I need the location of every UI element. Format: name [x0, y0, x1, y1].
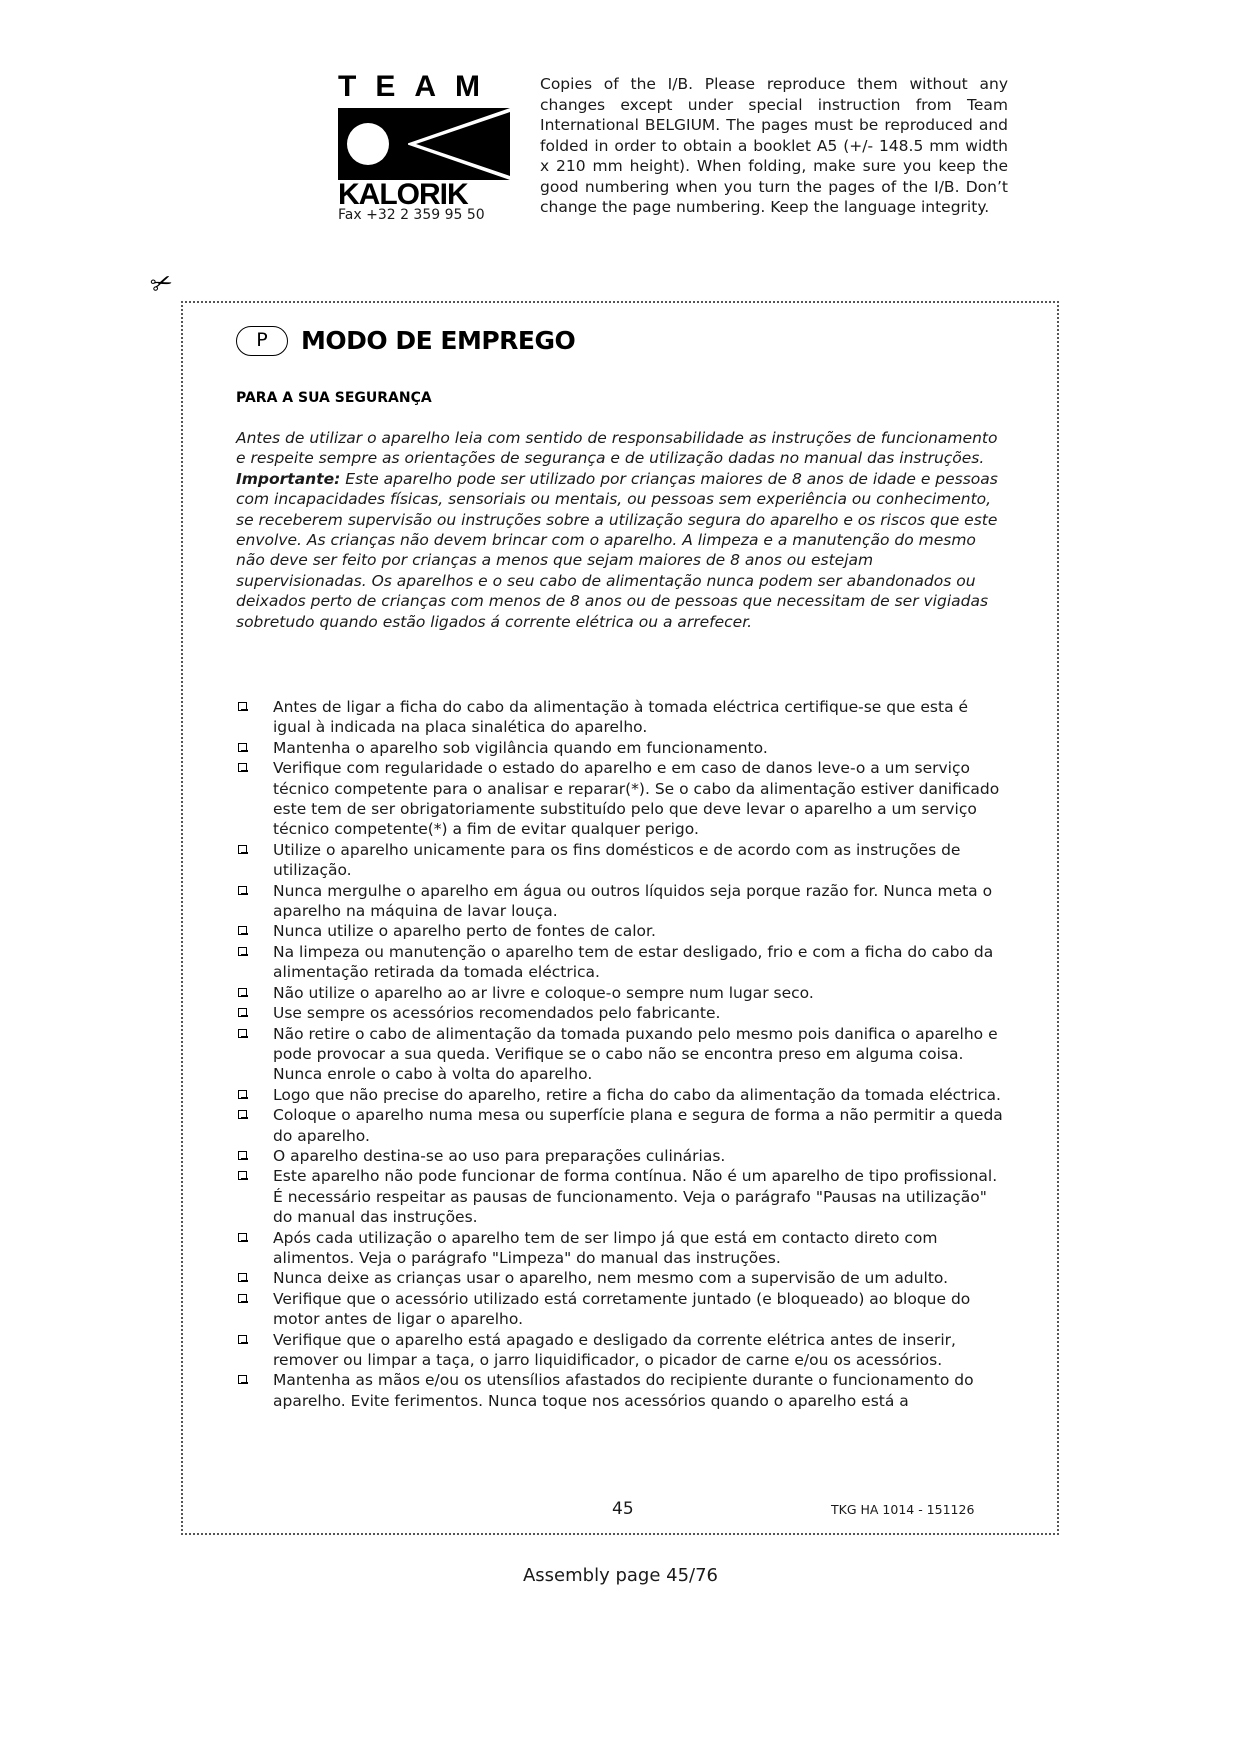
list-item	[236, 942, 1010, 983]
list-item-text: Use sempre os acessórios recomendados pelo fabricante.	[273, 1004, 721, 1023]
list-item	[236, 921, 1010, 941]
important-label: Importante:	[236, 469, 341, 488]
list-item-text: Nunca utilize o aparelho perto de fontes de calor.	[273, 922, 656, 941]
checkbox-bullet-icon	[238, 1335, 247, 1344]
list-item-text: Mantenha o aparelho sob vigilância quando em funcionamento.	[273, 738, 768, 757]
list-item-text: Verifique que o aparelho está apagado e desligado da corrente elétrica antes de inserir, remover ou limpar a taça, o jarro liquidificador, o picador de carne e/ou os acessórios.	[273, 1330, 956, 1369]
list-item	[236, 738, 1010, 758]
list-item-text: Logo que não precise do aparelho, retire a ficha do cabo da alimentação da tomada eléctrica.	[273, 1085, 1001, 1104]
page-number: 45	[612, 1499, 634, 1519]
list-item-text: Verifique que o acessório utilizado está corretamente juntado (e bloqueado) ao bloque do motor antes de ligar o aparelho.	[273, 1289, 971, 1329]
list-item	[236, 1085, 1010, 1105]
list-item-text: Mantenha as mãos e/ou os utensílios afastados do recipiente durante o funcionamento do aparelho. Evite ferimentos. Nunca toque nos acessórios quando o aparelho está a	[273, 1371, 974, 1410]
list-item	[236, 881, 1010, 922]
checkbox-bullet-icon	[238, 1110, 247, 1119]
list-item-text: Antes de ligar a ficha do cabo da alimentação à tomada eléctrica certifique-se que esta é igual à indicada na placa sinalética do aparelho.	[273, 698, 969, 737]
logo-brand-text: KALORIK	[338, 178, 468, 211]
checkbox-bullet-icon	[238, 743, 247, 752]
list-item-text: Nunca mergulhe o aparelho em água ou outros líquidos seja porque razão for. Nunca meta o aparelho na máquina de lavar louça.	[273, 881, 993, 921]
fax-number: Fax +32 2 359 95 50	[338, 207, 485, 223]
list-item	[236, 1330, 1010, 1371]
checkbox-bullet-icon	[238, 886, 247, 895]
list-item	[236, 1105, 1010, 1146]
list-item	[236, 1289, 1010, 1330]
checkbox-bullet-icon	[238, 845, 247, 854]
list-item	[236, 1166, 1010, 1227]
list-item	[236, 983, 1010, 1003]
list-item	[236, 758, 1010, 840]
checkbox-bullet-icon	[238, 1375, 247, 1384]
header	[0, 0, 1241, 260]
list-item-text: Utilize o aparelho unicamente para os fins domésticos e de acordo com as instruções de utilização.	[273, 840, 961, 880]
checkbox-bullet-icon	[238, 926, 247, 935]
list-item-text: Não utilize o aparelho ao ar livre e coloque-o sempre num lugar seco.	[273, 983, 814, 1002]
checkbox-bullet-icon	[238, 1171, 247, 1180]
checkbox-bullet-icon	[238, 1008, 247, 1017]
checkbox-bullet-icon	[238, 702, 247, 711]
list-item	[236, 1003, 1010, 1023]
assembly-page-label: Assembly page 45/76	[522, 1565, 719, 1586]
list-item-text: Verifique com regularidade o estado do aparelho e em caso de danos leve-o a um serviço técnico competente para o analisar e reparar(*). Se o cabo da alimentação estiver danificado este tem de ser obrigatoriamente substituído pelo que deve levar o aparelho a um serviço técnico competente(*) a fim de evitar qualquer perigo.	[273, 759, 1000, 839]
checkbox-bullet-icon	[238, 1090, 247, 1099]
checkbox-bullet-icon	[238, 763, 247, 772]
list-item-text: Nunca deixe as crianças usar o aparelho, nem mesmo com a supervisão de um adulto.	[273, 1269, 949, 1288]
document-code: TKG HA 1014 - 151126	[831, 1502, 975, 1517]
list-item	[236, 1024, 1010, 1085]
checkbox-bullet-icon	[238, 1294, 247, 1303]
intro-paragraph: Antes de utilizar o aparelho leia com sentido de responsabilidade as instruções de funcionamento e respeite sempre as orientações de segurança e de utilização dadas no manual das instruções.	[236, 429, 998, 468]
list-item-text: Não retire o cabo de alimentação da tomada puxando pelo mesmo pois danifica o aparelho e pode provocar a sua queda. Verifique se o cabo não se encontra preso em alguma coisa. Nunca enrole o cabo à volta do aparelho.	[273, 1024, 998, 1084]
copy-instructions: Copies of the I/B. Please reproduce them without any changes except under special instruction from Team International BELGIUM. The pages must be reproduced and folded in order to obtain a booklet A5 (+/- 148.5 mm width x 210 mm height). When folding, make sure you keep the good numbering when you turn the pages of the I/B. Don’t change the page numbering. Keep the language integrity.	[540, 75, 1008, 216]
list-item-text: O aparelho destina-se ao uso para preparações culinárias.	[273, 1146, 726, 1165]
checkbox-bullet-icon	[238, 947, 247, 956]
checkbox-bullet-icon	[238, 1273, 247, 1282]
title-row	[236, 324, 736, 360]
list-item-text: Coloque o aparelho numa mesa ou superfície plana e segura de forma a não permitir a queda do aparelho.	[273, 1106, 1003, 1145]
list-item	[236, 1268, 1010, 1288]
page-title: MODO DE EMPREGO	[301, 326, 576, 355]
important-paragraph	[236, 469, 1006, 632]
checkbox-bullet-icon	[238, 1233, 247, 1242]
list-item	[236, 1146, 1010, 1166]
list-item	[236, 697, 1010, 738]
checkbox-bullet-icon	[238, 988, 247, 997]
list-item-text: Após cada utilização o aparelho tem de ser limpo já que está em contacto direto com alimentos. Veja o parágrafo "Limpeza" do manual das instruções.	[273, 1228, 938, 1267]
checkbox-bullet-icon	[238, 1151, 247, 1160]
important-text: Este aparelho pode ser utilizado por crianças maiores de 8 anos de idade e pessoas com incapacidades físicas, sensoriais ou mentais, ou pessoas sem experiência ou conhecimento, se receberem supervisão ou instruções sobre a utilização segura do aparelho e os riscos que este envolve. As crianças não devem brincar com o aparelho. A limpeza e a manutenção do mesmo não deve ser feito por crianças a menos que sejam maiores de 8 anos ou estejam supervisionadas. Os aparelhos e o seu cabo de alimentação nunca podem ser abandonados ou deixados perto de crianças com menos de 8 anos ou de pessoas que necessitam de ser vigiadas sobretudo quando estão ligados á corrente elétrica ou a arrefecer.	[236, 469, 998, 631]
section-heading: PARA A SUA SEGURANÇA	[236, 390, 432, 406]
language-badge: P	[236, 326, 288, 356]
list-item	[236, 1370, 1010, 1411]
list-item-text: Na limpeza ou manutenção o aparelho tem de estar desligado, frio e com a ficha do cabo da alimentação retirada da tomada eléctrica.	[273, 942, 994, 982]
intro-block	[236, 428, 1006, 632]
list-item-text: Este aparelho não pode funcionar de forma contínua. Não é um aparelho de tipo profissional. É necessário respeitar as pausas de funcionamento. Veja o parágrafo "Pausas na utilização" do manual das instruções.	[273, 1167, 998, 1227]
logo-team-text: TEAM	[338, 70, 499, 103]
scissors-icon: ✂	[146, 266, 178, 302]
list-item	[236, 840, 1010, 881]
safety-list	[236, 697, 1010, 1411]
list-item	[236, 1228, 1010, 1269]
logo-k-mark-icon	[338, 108, 510, 180]
checkbox-bullet-icon	[238, 1029, 247, 1038]
